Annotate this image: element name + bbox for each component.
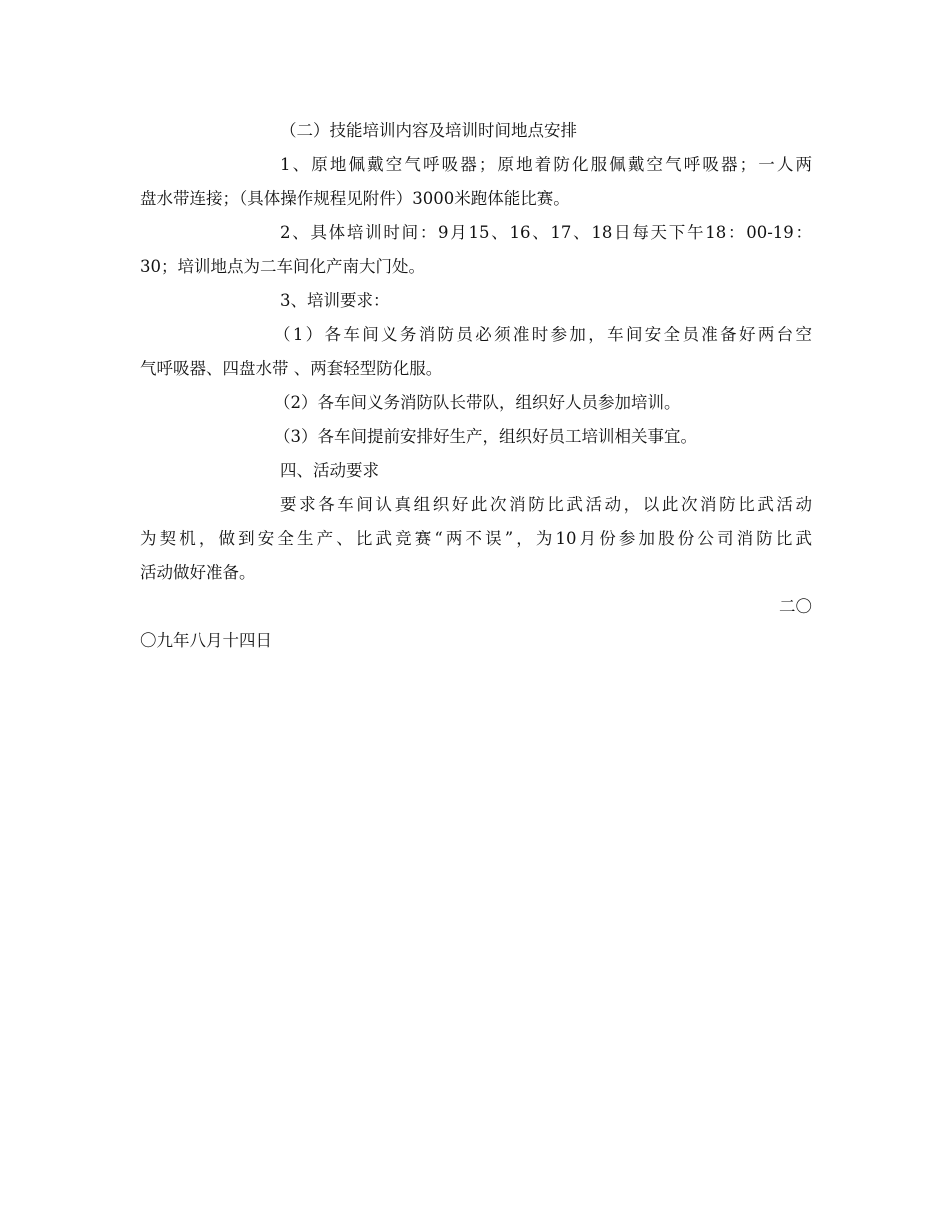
paragraph-line: 活动做好准备。 — [140, 563, 256, 582]
date-line-start: 二〇 — [779, 597, 812, 616]
section-heading-activity-requirements: 四、活动要求 — [280, 461, 379, 480]
paragraph-line: 气呼吸器、四盘水带 、两套轻型防化服。 — [140, 359, 443, 378]
paragraph-line: 3、培训要求： — [280, 291, 390, 310]
document-body — [140, 114, 812, 658]
paragraph-line: （3）各车间提前安排好生产，组织好员工培训相关事宜。 — [274, 427, 697, 446]
paragraph-line: （2）各车间义务消防队长带队，组织好人员参加培训。 — [274, 393, 681, 412]
date-line-end: 〇九年八月十四日 — [140, 631, 272, 650]
paragraph-line: 2、具体培训时间：9月15、16、17、18日每天下午18：00-19： — [280, 223, 812, 242]
paragraph-line: 盘水带连接；（具体操作规程见附件）3000米跑体能比赛。 — [140, 189, 570, 208]
paragraph-line: 要求各车间认真组织好此次消防比武活动，以此次消防比武活动 — [280, 495, 812, 514]
paragraph-line: 为契机，做到安全生产、比武竞赛“两不误”，为10月份参加股份公司消防比武 — [140, 529, 812, 548]
paragraph-line: （1）各车间义务消防员必须准时参加，车间安全员准备好两台空 — [274, 325, 812, 344]
paragraph-line: 30；培训地点为二车间化产南大门处。 — [140, 257, 425, 276]
paragraph-line: 1、原地佩戴空气呼吸器；原地着防化服佩戴空气呼吸器；一人两 — [280, 155, 812, 174]
section-heading-training-content: （二）技能培训内容及培训时间地点安排 — [280, 121, 577, 140]
